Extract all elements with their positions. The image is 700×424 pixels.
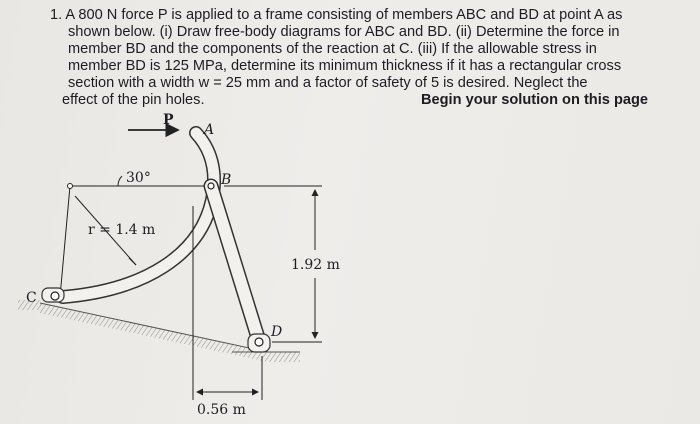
arc-center-point <box>68 184 73 189</box>
label-radius: r = 1.4 m <box>88 222 156 238</box>
pin-b <box>208 183 214 189</box>
label-a: A <box>204 122 215 138</box>
label-p: P <box>163 112 174 128</box>
member-bd <box>211 186 259 341</box>
label-d: D <box>271 324 283 340</box>
problem-last-text: effect of the pin holes. <box>62 92 205 108</box>
label-c: C <box>26 290 37 306</box>
member-abc <box>63 133 214 297</box>
label-angle: 30° <box>126 170 151 186</box>
label-b: B <box>221 172 232 188</box>
problem-line-2: shown below. (i) Draw free-body diagrams for ABC and BD. (ii) Determine the force in <box>68 24 620 40</box>
problem-line-5: section with a width w = 25 mm and a factor of safety of 5 is desired. Neglect the <box>68 75 588 91</box>
problem-line-4: member BD is 125 MPa, determine its minimum thickness if it has a rectangular cross <box>68 58 622 74</box>
pin-d <box>248 334 270 352</box>
problem-line-1: 1. A 800 N force P is applied to a frame consisting of members ABC and BD at point A as <box>50 7 623 23</box>
label-width: 0.56 m <box>197 402 246 418</box>
problem-line-3: member BD and the components of the reaction at C. (iii) If the allowable stress in <box>68 41 597 57</box>
begin-instruction: Begin your solution on this page <box>420 92 648 108</box>
pin-c <box>42 288 64 302</box>
label-height: 1.92 m <box>291 257 340 273</box>
